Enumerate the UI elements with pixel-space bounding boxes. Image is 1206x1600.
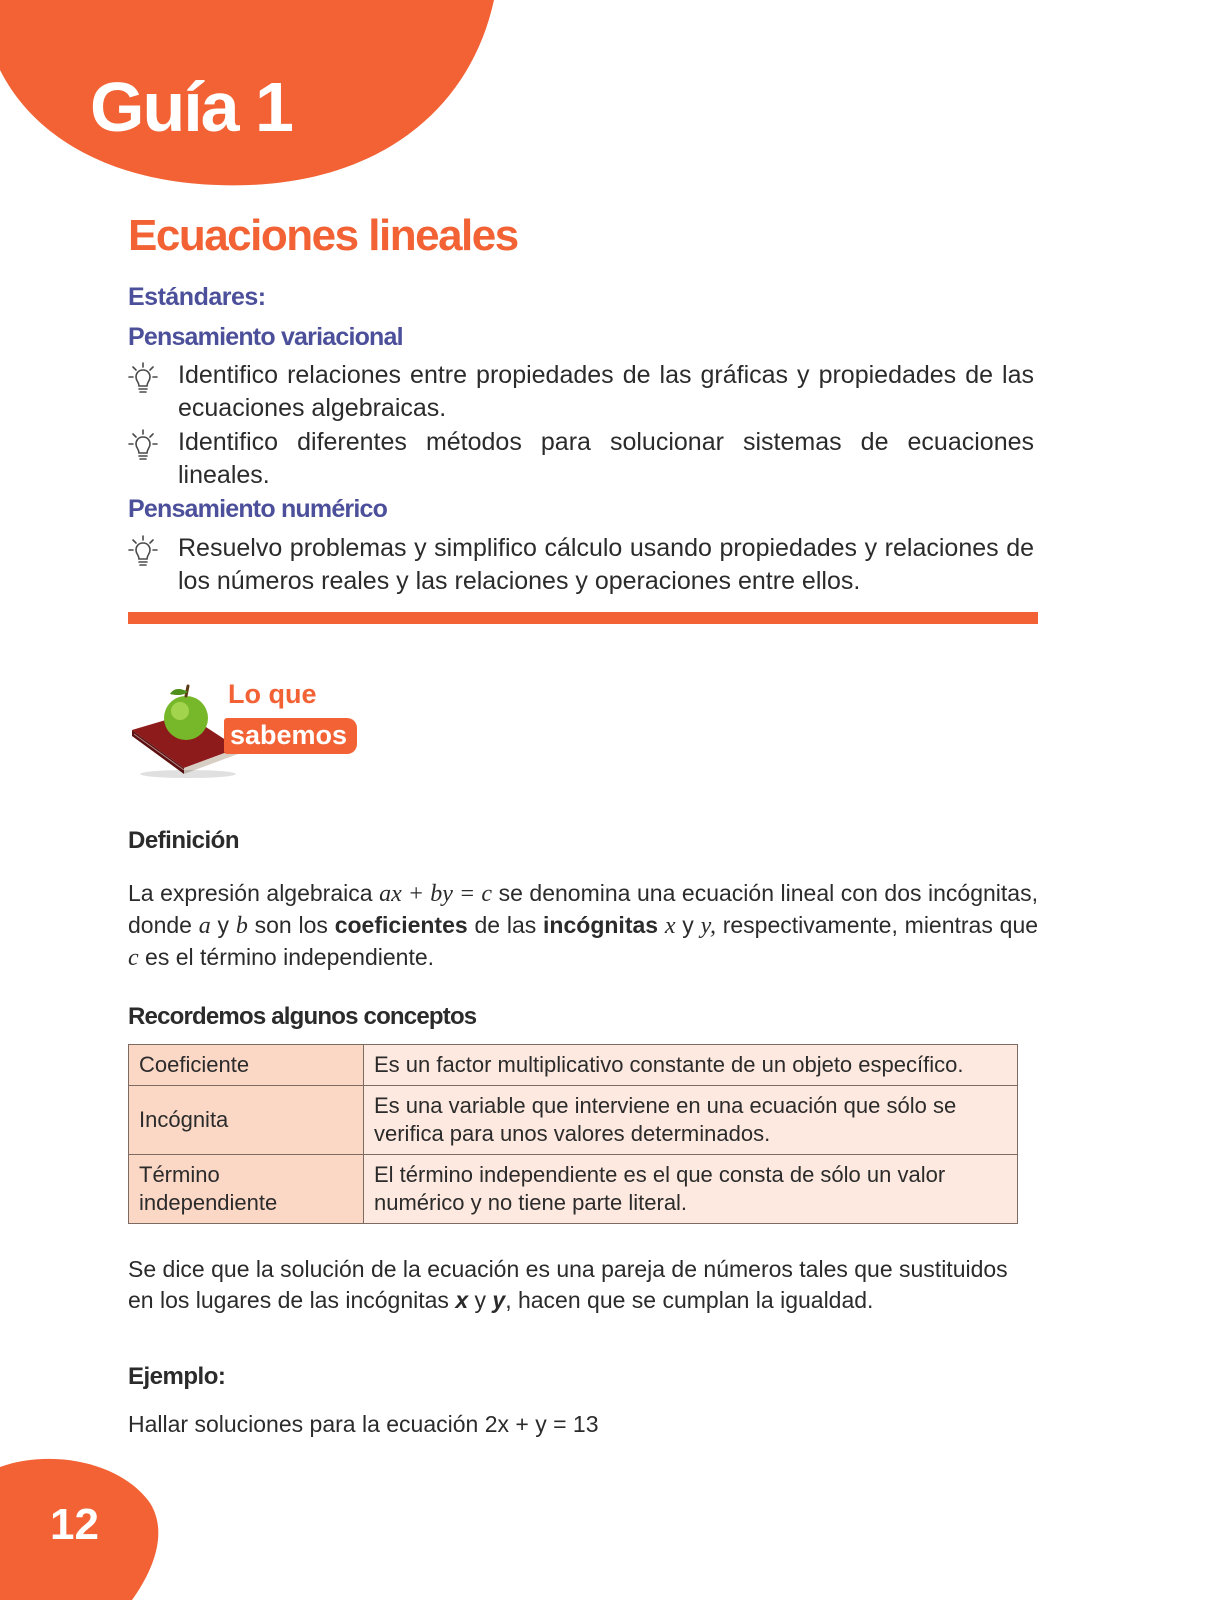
table-row bbox=[129, 1045, 1018, 1086]
variational-heading: Pensamiento variacional bbox=[128, 323, 403, 351]
section-title-line2: sabemos bbox=[224, 718, 357, 754]
lightbulb-icon bbox=[128, 362, 158, 396]
concept-definition: Es un factor multiplicativo constante de un objeto específico. bbox=[364, 1045, 1018, 1086]
table-row bbox=[129, 1086, 1018, 1155]
standard-item: Identifico relaciones entre propiedades de las gráficas y propiedades de las ecuaciones algebraicas. bbox=[178, 361, 1034, 422]
example-text: Hallar soluciones para la ecuación 2x + y = 13 bbox=[128, 1411, 599, 1437]
standards-label: Estándares: bbox=[128, 283, 266, 311]
table-row bbox=[129, 1155, 1018, 1224]
concept-term: Incógnita bbox=[129, 1086, 364, 1155]
example-equation: 2x + y = 13 bbox=[484, 1411, 599, 1437]
page-number: 12 bbox=[50, 1500, 99, 1549]
section-title-line1: Lo que bbox=[228, 679, 317, 709]
definition-heading: Definición bbox=[128, 827, 240, 854]
concept-definition: Es una variable que interviene en una ecuación que sólo se verifica para unos valores determinados. bbox=[364, 1086, 1018, 1155]
solution-paragraph: Se dice que la solución de la ecuación es una pareja de números tales que sustituidos en los lugares de las incógnitas x y y, hacen que se cumplan la igualdad. bbox=[128, 1256, 1008, 1313]
concepts-table bbox=[128, 1044, 1018, 1224]
divider-rule bbox=[128, 612, 1038, 624]
concept-term: Término independiente bbox=[129, 1155, 364, 1224]
standard-item: Resuelvo problemas y simplifico cálculo usando propiedades y relaciones de los números reales y las relaciones y operaciones entre ellos. bbox=[178, 534, 1034, 595]
guide-title: Guía 1 bbox=[90, 68, 292, 146]
concept-definition: El término independiente es el que consta de sólo un valor numérico y no tiene parte literal. bbox=[364, 1155, 1018, 1224]
lightbulb-icon bbox=[128, 429, 158, 463]
page-title: Ecuaciones lineales bbox=[128, 211, 518, 260]
standard-item: Identifico diferentes métodos para solucionar sistemas de ecuaciones lineales. bbox=[178, 428, 1034, 489]
concepts-heading: Recordemos algunos conceptos bbox=[128, 1003, 477, 1030]
numeric-heading: Pensamiento numérico bbox=[128, 495, 388, 523]
lightbulb-icon bbox=[128, 535, 158, 569]
example-heading: Ejemplo: bbox=[128, 1363, 226, 1390]
concept-term: Coeficiente bbox=[129, 1045, 364, 1086]
definition-paragraph: La expresión algebraica ax + by = c se denomina una ecuación lineal con dos incógnitas, donde a y b son los coeficientes de las incógnitas x y y, respectivamente, mientras que c es el término independiente. bbox=[128, 880, 1039, 971]
